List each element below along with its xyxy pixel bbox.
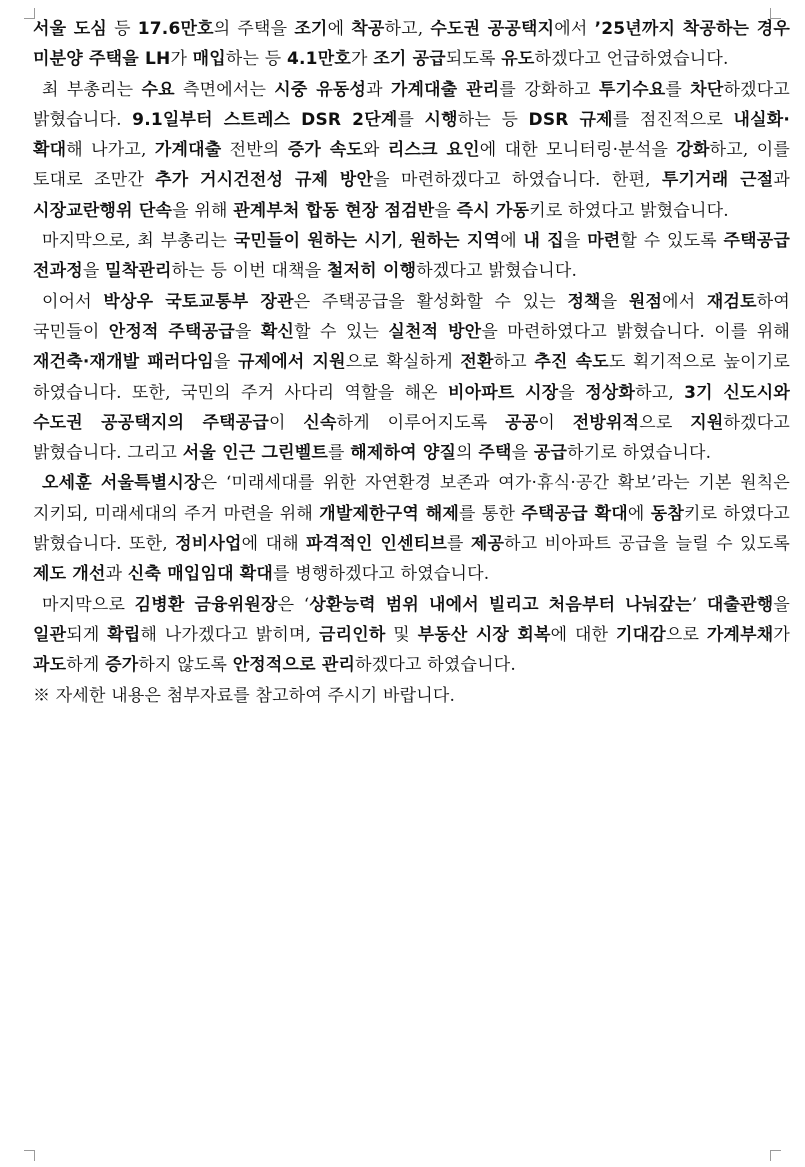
text-run: 하는 등 bbox=[225, 49, 287, 70]
text-run: 을 bbox=[558, 382, 586, 403]
text-run: 를 강화하고 bbox=[499, 79, 599, 100]
text-run: 가 bbox=[350, 49, 374, 70]
bold-phrase: ’25년까지 착공하는 경우 미분양 주택을 LH bbox=[33, 19, 790, 70]
bold-phrase: 관계부처 합동 현장 점검반 bbox=[233, 200, 435, 221]
text-run: 마지막으로, 최 부총리는 bbox=[42, 231, 234, 252]
text-run: 하겠다고 밝혔습니다. bbox=[33, 79, 790, 130]
text-run: 할 수 있도록 bbox=[620, 231, 724, 252]
text-run: 은 ‘ bbox=[277, 594, 310, 615]
bold-phrase: 3기 신도시와 수도권 공공택지의 주택공급 bbox=[33, 382, 790, 433]
text-run: 을 마련하겠다고 하였습니다. 한편, bbox=[373, 170, 662, 191]
bold-phrase: 제공 bbox=[470, 534, 505, 555]
bold-phrase: 주택공급 확대 bbox=[521, 503, 628, 524]
bold-phrase: 실천적 방안 bbox=[388, 321, 482, 342]
text-run: 에서 bbox=[662, 291, 707, 312]
bold-phrase: 신축 매입임대 확대 bbox=[127, 564, 274, 585]
bold-phrase: 조기 공급 bbox=[373, 49, 446, 70]
bold-phrase: 조기 bbox=[294, 19, 328, 39]
paragraph-demand-management bbox=[33, 75, 790, 226]
text-run: 에 대해 bbox=[241, 534, 307, 555]
text-run: 하겠다고 밝혔습니다. 그리고 bbox=[33, 412, 790, 464]
bold-phrase: 추가 거시건전성 규제 방안 bbox=[155, 170, 374, 191]
paragraph-attachment-note bbox=[33, 681, 790, 711]
bold-phrase: 수요 bbox=[141, 79, 175, 100]
bold-phrase: 신속 bbox=[303, 412, 337, 433]
text-run: 으로 bbox=[665, 624, 707, 645]
bold-phrase: 확신 bbox=[260, 321, 295, 342]
text-run: 하겠다고 밝혔습니다. bbox=[416, 261, 578, 282]
text-run: 하게 bbox=[66, 655, 106, 676]
bold-phrase: 강화 bbox=[676, 140, 710, 161]
text-run: 를 bbox=[328, 443, 351, 464]
bold-phrase: 주택공급 전과정 bbox=[33, 231, 790, 282]
bold-phrase: 가계부채 bbox=[706, 624, 774, 645]
bold-phrase: 공급 bbox=[533, 443, 568, 464]
text-run: 하고, bbox=[635, 382, 685, 403]
bold-phrase: 시장교란행위 단속 bbox=[33, 200, 173, 221]
bold-phrase: 박상우 국토교통부 장관 bbox=[103, 291, 294, 312]
text-run: 하는 등 bbox=[457, 109, 529, 130]
bold-phrase: 정비사업 bbox=[175, 534, 242, 555]
bold-phrase: 안정적으로 관리 bbox=[232, 655, 356, 676]
text-run: 의 bbox=[456, 443, 479, 464]
text-run: 를 bbox=[397, 109, 425, 130]
paragraph-supply-timing bbox=[33, 14, 790, 75]
bold-phrase: 유도 bbox=[501, 49, 535, 70]
bold-phrase: 안정적 주택공급 bbox=[108, 321, 235, 342]
text-run: 키로 하였다고 밝혔습니다. 또한, bbox=[33, 503, 791, 555]
text-run: 를 통한 bbox=[458, 503, 522, 524]
bold-phrase: 증가 bbox=[105, 655, 139, 676]
bold-phrase: 전환 bbox=[460, 352, 494, 373]
text-run: 하기로 하였습니다. bbox=[567, 443, 712, 464]
bold-phrase: 확립 bbox=[107, 624, 141, 645]
text-run: 키로 하였다고 밝혔습니다. bbox=[529, 200, 729, 221]
text-run: 하고 bbox=[493, 352, 535, 373]
text-run: 에 bbox=[327, 19, 352, 39]
text-run: 측면에서는 bbox=[174, 79, 275, 100]
text-run: 등 bbox=[107, 19, 138, 39]
bold-phrase: 리스크 요인 bbox=[387, 140, 480, 161]
text-run: 은 ‘미래세대를 위한 자연환경 보존과 여가·휴식·공간 확보’라는 기본 원칙은 지키되, 미래세대의 주거 마련을 위해 bbox=[33, 473, 791, 524]
bold-phrase: 원하는 지역 bbox=[409, 231, 501, 252]
document-body bbox=[33, 14, 790, 711]
paragraph-finance-minister-closing bbox=[33, 226, 790, 287]
bold-phrase: 매입 bbox=[192, 49, 226, 70]
bold-phrase: 마련 bbox=[587, 231, 621, 252]
bold-phrase: 동참 bbox=[650, 503, 685, 524]
text-run: 에서 bbox=[554, 19, 595, 39]
bold-phrase: 지원 bbox=[690, 412, 724, 433]
text-run: 할 수 있는 bbox=[294, 321, 389, 342]
bold-phrase: 파격적인 인센티브 bbox=[306, 534, 447, 555]
bold-phrase: 철저히 이행 bbox=[327, 261, 417, 282]
paragraph-land-minister bbox=[33, 287, 790, 469]
text-run: 마지막으로 bbox=[42, 594, 135, 615]
text-run: 을 bbox=[563, 231, 588, 252]
bold-phrase: 주택 bbox=[478, 443, 512, 464]
bold-phrase: 내 집 bbox=[523, 231, 564, 252]
bold-phrase: 일관 bbox=[33, 624, 67, 645]
text-run: 를 점진적으로 bbox=[612, 109, 734, 130]
bold-phrase: 제도 개선 bbox=[33, 564, 106, 585]
text-run: 전반의 bbox=[221, 140, 288, 161]
text-run: 하지 않도록 bbox=[138, 655, 233, 676]
bold-phrase: 원점 bbox=[628, 291, 663, 312]
bold-phrase: 과도 bbox=[33, 655, 67, 676]
bold-phrase: 오세훈 서울특별시장 bbox=[42, 473, 201, 494]
bold-phrase: 재건축·재개발 패러다임 bbox=[33, 352, 214, 373]
bold-phrase: 서울 인근 그린벨트 bbox=[182, 443, 329, 464]
bold-phrase: 부동산 시장 회복 bbox=[417, 624, 551, 645]
bold-phrase: 증가 속도 bbox=[287, 140, 364, 161]
bold-phrase: 17.6만호 bbox=[137, 19, 214, 39]
bold-phrase: 투기거래 근절 bbox=[661, 170, 774, 191]
bold-phrase: 기대감 bbox=[616, 624, 666, 645]
bold-phrase: 전방위적 bbox=[572, 412, 640, 433]
bold-phrase: 서울 도심 bbox=[33, 19, 108, 39]
bold-phrase: 김병환 금융위원장 bbox=[134, 594, 278, 615]
bold-phrase: 정상화 bbox=[585, 382, 636, 403]
bold-phrase: 시중 유동성 bbox=[274, 79, 367, 100]
bold-phrase: 비아파트 시장 bbox=[447, 382, 559, 403]
bold-phrase: 4.1만호 bbox=[287, 49, 351, 70]
text-run: 해 나가고, bbox=[66, 140, 155, 161]
text-run: 을 bbox=[213, 352, 238, 373]
text-run: 와 bbox=[363, 140, 388, 161]
text-run: 가 bbox=[170, 49, 193, 70]
text-run: 과 bbox=[366, 79, 391, 100]
text-run: 하고, 이를 토대로 조만간 bbox=[33, 140, 791, 191]
text-run: 를 bbox=[665, 79, 691, 100]
text-run: 에 대한 bbox=[550, 624, 616, 645]
text-run: 되도록 bbox=[445, 49, 502, 70]
bold-phrase: 가계대출 관리 bbox=[390, 79, 500, 100]
bold-phrase: DSR 규제 bbox=[528, 109, 613, 130]
text-run: 도 획기적으로 높이기로 하였습니다. 또한, 국민의 주거 사다리 역할을 해온 bbox=[33, 352, 790, 403]
bold-phrase: 9.1일부터 스트레스 DSR 2단계 bbox=[132, 109, 398, 130]
paragraph-fsc-chairman bbox=[33, 590, 790, 681]
paragraph-seoul-mayor bbox=[33, 468, 790, 589]
text-run: 최 부총리는 bbox=[42, 79, 142, 100]
text-run: , bbox=[397, 231, 410, 252]
text-run: 하고, bbox=[384, 19, 431, 39]
bold-phrase: 상환능력 범위 내에서 빌리고 처음부터 나눠갚는 bbox=[309, 594, 692, 615]
bold-phrase: 투기수요 bbox=[598, 79, 666, 100]
text-run: 을 bbox=[773, 594, 790, 615]
text-run: 이 bbox=[538, 412, 573, 433]
text-run: 으로 확실하게 bbox=[345, 352, 461, 373]
bold-phrase: 시행 bbox=[424, 109, 458, 130]
text-run: 및 bbox=[385, 624, 418, 645]
text-run: 하겠다고 언급하였습니다. bbox=[534, 49, 729, 70]
text-run: ※ 자세한 내용은 첨부자료를 참고하여 주시기 바랍니다. bbox=[33, 685, 456, 706]
bold-phrase: 밀착관리 bbox=[105, 261, 172, 282]
text-run: 과 bbox=[105, 564, 128, 585]
text-run: 를 병행하겠다고 하였습니다. bbox=[273, 564, 490, 585]
bold-phrase: 정책 bbox=[567, 291, 601, 312]
text-run: 을 bbox=[600, 291, 629, 312]
text-run: 과 bbox=[773, 170, 790, 191]
text-run: ’ bbox=[691, 594, 707, 615]
text-run: 에 bbox=[627, 503, 651, 524]
text-run: 은 주택공급을 활성화할 수 있는 bbox=[293, 291, 568, 312]
bold-phrase: 대출관행 bbox=[706, 594, 774, 615]
bold-phrase: 국민들이 원하는 시기 bbox=[233, 231, 398, 252]
page-corner-bottom-left bbox=[24, 1150, 35, 1161]
bold-phrase: 차단 bbox=[690, 79, 724, 100]
text-run: 의 주택을 bbox=[213, 19, 295, 39]
text-run: 을 마련하였다고 밝혔습니다. 이를 위해 bbox=[481, 321, 790, 342]
bold-phrase: 금리인하 bbox=[319, 624, 386, 645]
text-run: 을 bbox=[511, 443, 534, 464]
text-run: 을 bbox=[82, 261, 106, 282]
bold-phrase: 규제에서 지원 bbox=[237, 352, 346, 373]
bold-phrase: 재검토 bbox=[706, 291, 757, 312]
bold-phrase: 즉시 가동 bbox=[456, 200, 530, 221]
bold-phrase: 개발제한구역 해제 bbox=[319, 503, 459, 524]
bold-phrase: 해제하여 양질 bbox=[350, 443, 457, 464]
text-run: 가 bbox=[773, 624, 791, 645]
text-run: 을 bbox=[234, 321, 261, 342]
text-run: 을 위해 bbox=[172, 200, 234, 221]
text-run: 하여 국민들이 bbox=[33, 291, 790, 342]
bold-phrase: 가계대출 bbox=[154, 140, 222, 161]
text-run: 하게 이루어지도록 bbox=[336, 412, 506, 433]
text-run: 을 bbox=[434, 200, 457, 221]
text-run: 하겠다고 하였습니다. bbox=[355, 655, 516, 676]
text-run: 에 대한 모니터링·분석을 bbox=[479, 140, 677, 161]
text-run: 하고 비아파트 공급을 늘릴 수 있도록 bbox=[504, 534, 790, 555]
page-corner-bottom-right bbox=[770, 1150, 781, 1161]
bold-phrase: 착공 bbox=[351, 19, 385, 39]
text-run: 에 bbox=[500, 231, 524, 252]
bold-phrase: 내실화·확대 bbox=[33, 109, 790, 161]
text-run: 를 bbox=[446, 534, 471, 555]
text-run: 으로 bbox=[639, 412, 691, 433]
text-run: 이 bbox=[269, 412, 304, 433]
bold-phrase: 추진 속도 bbox=[534, 352, 609, 373]
text-run: 되게 bbox=[66, 624, 108, 645]
bold-phrase: 공공 bbox=[505, 412, 539, 433]
text-run: 해 나가겠다고 밝히며, bbox=[140, 624, 320, 645]
text-run: 이어서 bbox=[42, 291, 104, 312]
text-run: 하는 등 이번 대책을 bbox=[171, 261, 328, 282]
bold-phrase: 수도권 공공택지 bbox=[430, 19, 555, 39]
